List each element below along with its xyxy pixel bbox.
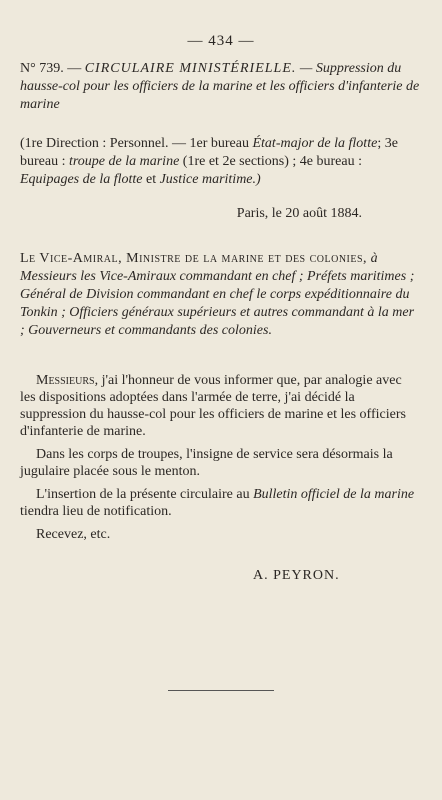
direction-text: (1re Direction : Personnel. — 1er bureau (20, 136, 249, 151)
bulletin-title: Bulletin officiel de la marine (253, 487, 415, 502)
paragraph (20, 372, 420, 440)
title-block (20, 60, 420, 114)
salutation: Messieurs, (36, 373, 99, 388)
direction-text: et (145, 172, 157, 187)
page-number: — 434 — (187, 33, 255, 49)
paragraph (20, 486, 420, 520)
direction-text: ; 3e bureau : (20, 136, 398, 169)
paragraph-text: L'insertion de la présente circulaire au (36, 487, 250, 502)
circular-number: N° 739. — (20, 61, 82, 76)
direction-text: (1re et 2e sections) ; 4e bureau : (182, 154, 363, 169)
paragraph: Dans les corps de troupes, l'insigne de service sera désormais la jugulaire placée sous le menton. (20, 447, 393, 479)
direction-note (20, 135, 420, 189)
circular-subject: — Suppression du hausse-col pour les officiers de la marine et les officiers d'infanterie de marine (20, 61, 420, 112)
direction-italic: État-major de la flotte (252, 136, 378, 151)
addressee-block (20, 250, 420, 340)
paragraph-text: tiendra lieu de notification. (20, 504, 172, 519)
divider (168, 690, 274, 691)
signature: A. PEYRON. (253, 568, 340, 583)
circular-heading: CIRCULAIRE MINISTÉRIELLE. (84, 61, 297, 76)
date-line: Paris, le 20 août 1884. (236, 206, 362, 221)
direction-italic: Equipages de la flotte (20, 172, 143, 187)
direction-italic: troupe de la marine (68, 154, 180, 169)
paragraph-text: j'ai l'honneur de vous informer que, par analogie avec les dispositions adoptées dans l'armée de terre, j'ai décidé la suppression du hausse-col pour les officiers de marine et les officiers d'infanterie de marine. (20, 373, 406, 439)
sender: Le Vice-Amiral, Ministre de la marine et des colonies, (20, 251, 368, 266)
closing: Recevez, etc. (36, 527, 111, 542)
letter-body (20, 372, 420, 549)
recipients: à Messieurs les Vice-Amiraux commandant en chef ; Préfets maritimes ; Général de Division commandant en chef le corps expéditionnaire du Tonkin ; Officiers généraux supérieurs et autres commandant à la mer ; Gouverneurs et commandants des colonies. (20, 251, 415, 338)
direction-italic: Justice maritime.) (159, 172, 261, 187)
